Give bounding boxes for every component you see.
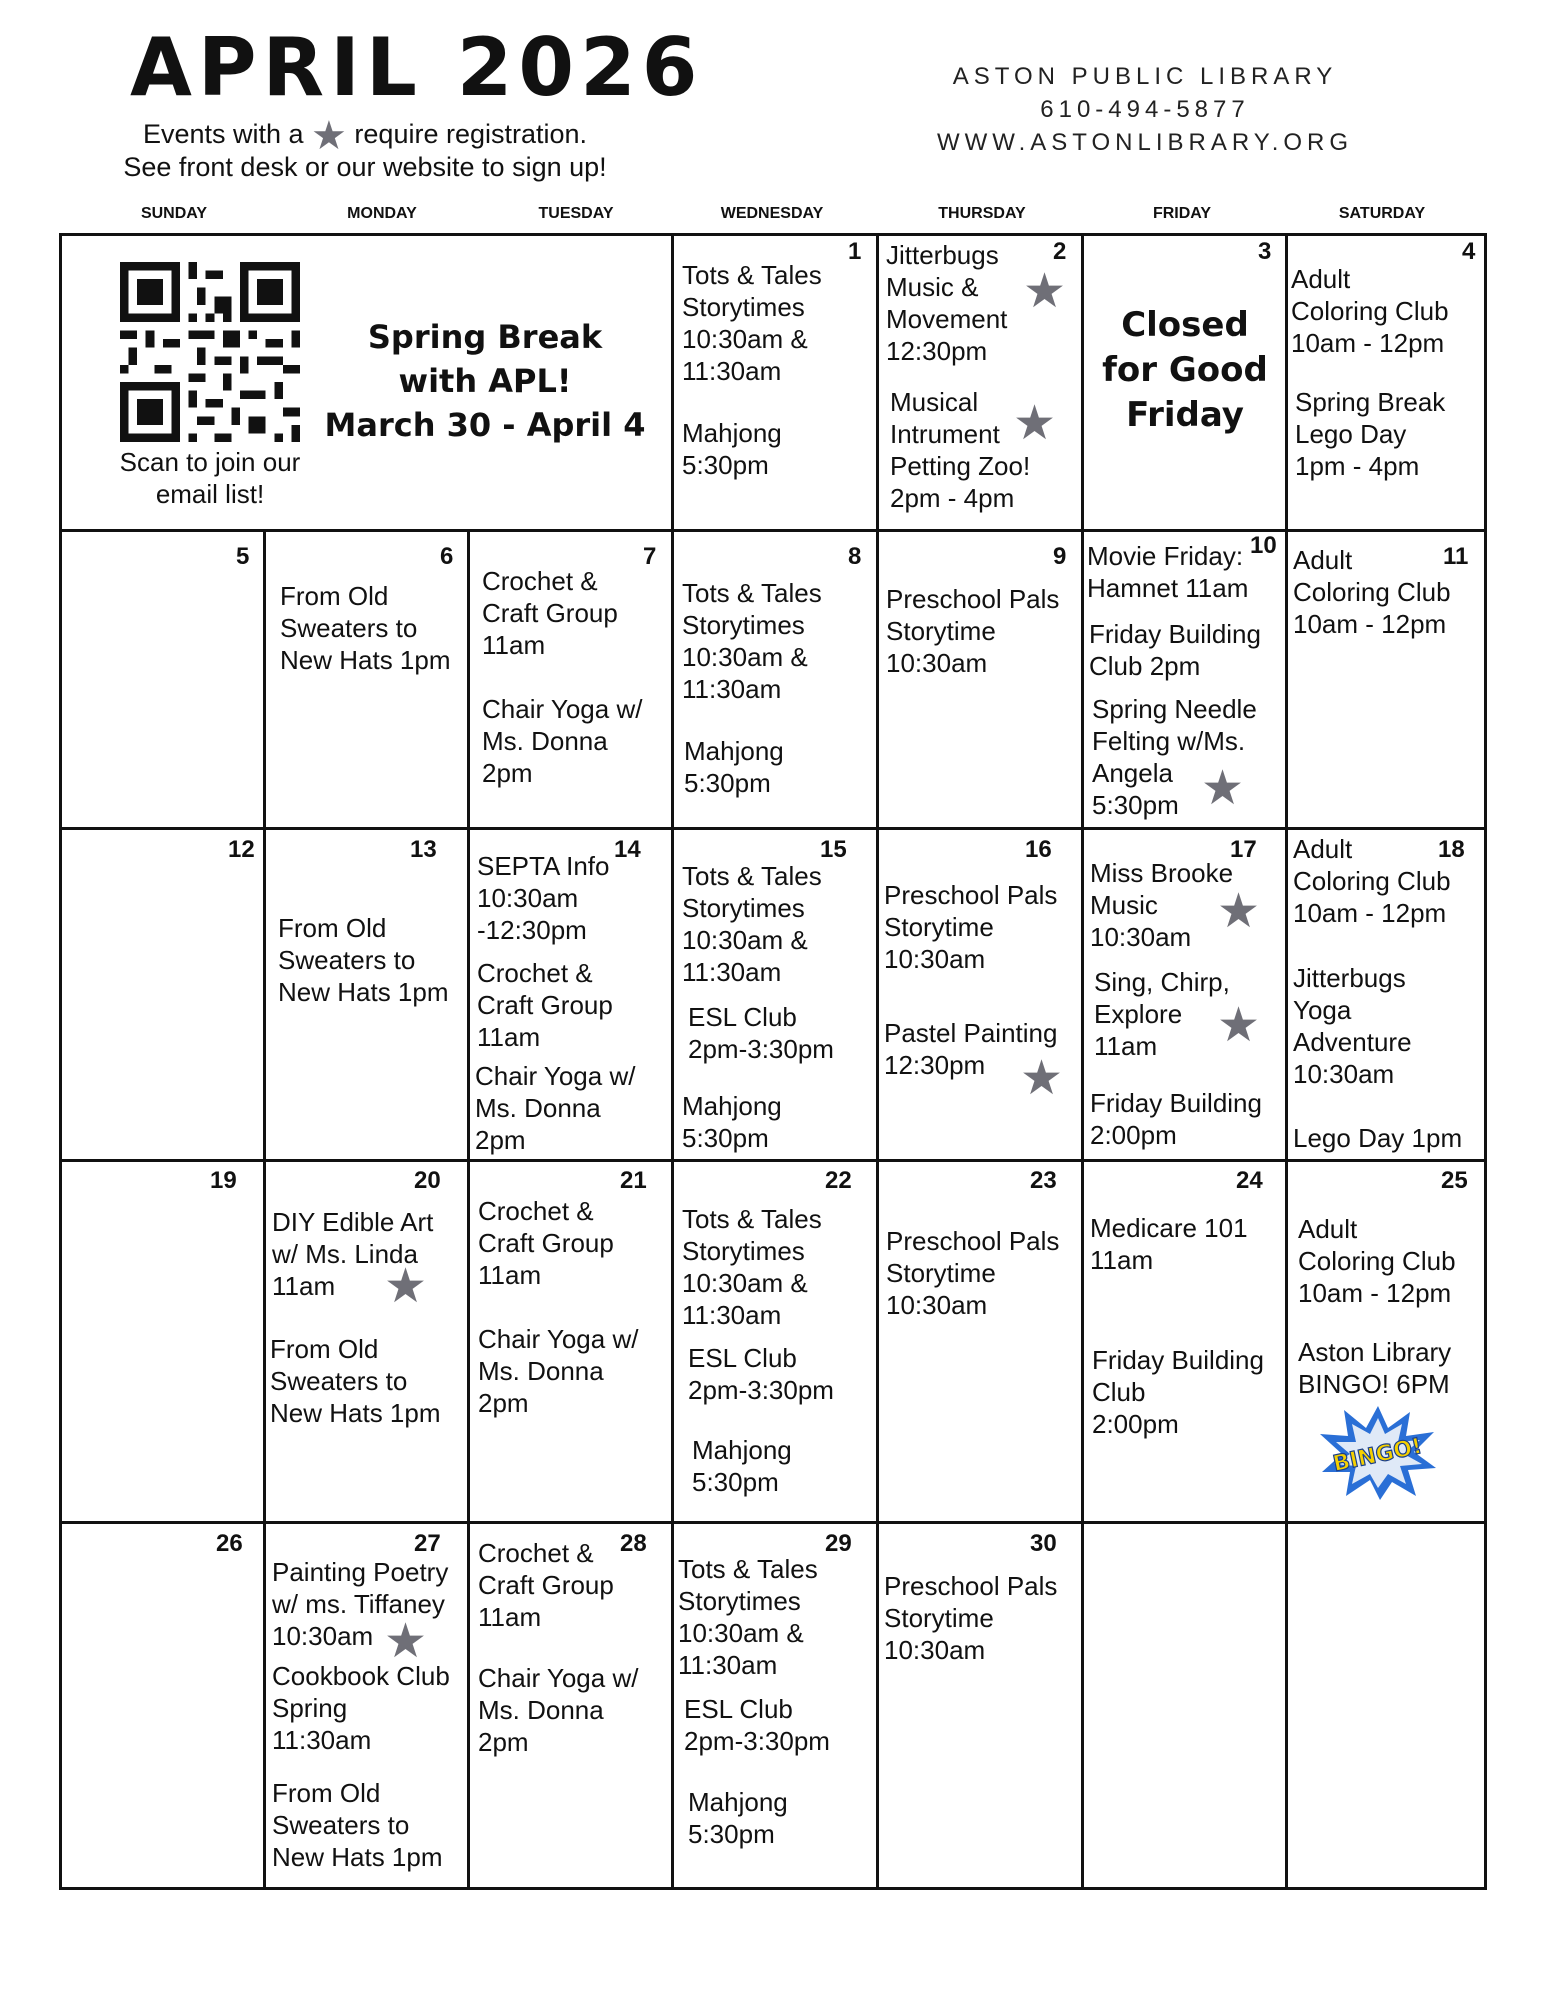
- event: Preschool Pals Storytime 10:30am: [886, 584, 1060, 678]
- star-icon: ★: [1201, 762, 1245, 815]
- event: Crochet & Craft Group 11am: [482, 566, 618, 660]
- dayhead-saturday: SATURDAY: [1338, 205, 1426, 222]
- note-text-b: require registration.: [354, 119, 588, 149]
- event: Mahjong 5:30pm: [682, 418, 782, 480]
- event: Chair Yoga w/ Ms. Donna 2pm: [478, 1324, 639, 1418]
- date-number: 2: [1053, 238, 1067, 265]
- star-icon: ★: [1217, 999, 1261, 1052]
- event: Preschool Pals Storytime 10:30am: [884, 1571, 1058, 1665]
- event: Adult Coloring Club 10am - 12pm: [1298, 1214, 1456, 1308]
- event: Miss Brooke Music 10:30am: [1090, 858, 1234, 952]
- event: Tots & Tales Storytimes 10:30am & 11:30am: [682, 578, 822, 704]
- event: Chair Yoga w/ Ms. Donna 2pm: [478, 1663, 639, 1757]
- date-number: 15: [820, 836, 847, 863]
- star-icon: ★: [384, 1260, 428, 1313]
- qr-code-icon[interactable]: [120, 262, 300, 442]
- date-number: 24: [1236, 1167, 1263, 1194]
- date-number: 6: [440, 543, 454, 570]
- dayhead-sunday: SUNDAY: [140, 205, 208, 222]
- row-divider: [59, 1521, 1487, 1524]
- event: Crochet & Craft Group 11am: [478, 1538, 614, 1632]
- event: ESL Club 2pm-3:30pm: [688, 1343, 834, 1405]
- date-number: 28: [620, 1530, 647, 1557]
- star-icon: ★: [1217, 885, 1261, 938]
- event: Jitterbugs Music & Movement 12:30pm: [886, 240, 1008, 366]
- spring-break-banner: Spring Break with APL! March 30 - April 4: [324, 318, 646, 444]
- event: Tots & Tales Storytimes 10:30am & 11:30am: [682, 1204, 822, 1330]
- event: Spring Break Lego Day 1pm - 4pm: [1295, 387, 1446, 481]
- event: Tots & Tales Storytimes 10:30am & 11:30am: [682, 260, 822, 386]
- event: From Old Sweaters to New Hats 1pm: [280, 581, 451, 675]
- registration-note: [105, 113, 625, 184]
- row-divider: [59, 1159, 1487, 1162]
- event: Tots & Tales Storytimes 10:30am & 11:30am: [682, 861, 822, 987]
- date-number: 8: [848, 543, 862, 570]
- event: Mahjong 5:30pm: [684, 736, 784, 798]
- bingo-burst-icon: [1318, 1402, 1438, 1502]
- date-number: 3: [1258, 238, 1272, 265]
- date-number: 10: [1250, 532, 1277, 559]
- star-icon: ★: [311, 113, 347, 158]
- col-divider: [671, 233, 674, 1890]
- note-text-c: See front desk or our website to sign up!: [123, 152, 607, 182]
- event: From Old Sweaters to New Hats 1pm: [272, 1778, 443, 1872]
- col-divider: [876, 233, 879, 1890]
- event: Lego Day 1pm: [1293, 1123, 1463, 1153]
- date-number: 1: [848, 238, 862, 265]
- event: From Old Sweaters to New Hats 1pm: [278, 913, 449, 1007]
- event: Musical Intrument Petting Zoo! 2pm - 4pm: [890, 387, 1031, 513]
- date-number: 16: [1025, 836, 1052, 863]
- col-divider: [467, 529, 470, 1890]
- bingo-badge-text: BINGO!: [1330, 1433, 1425, 1478]
- event: Friday Building 2:00pm: [1090, 1088, 1262, 1150]
- col-divider: [1285, 233, 1288, 1890]
- date-number: 30: [1030, 1530, 1057, 1557]
- date-number: 27: [414, 1530, 441, 1557]
- event: SEPTA Info 10:30am -12:30pm: [477, 851, 610, 945]
- star-icon: ★: [1013, 397, 1057, 450]
- event: Preschool Pals Storytime 10:30am: [886, 1226, 1060, 1320]
- date-number: 14: [614, 836, 641, 863]
- event: Adult Coloring Club 10am - 12pm: [1293, 834, 1451, 928]
- event: Adult Coloring Club 10am - 12pm: [1291, 264, 1449, 358]
- event: Friday Building Club 2:00pm: [1092, 1345, 1264, 1439]
- date-number: 18: [1438, 836, 1465, 863]
- library-website[interactable]: WWW.ASTONLIBRARY.ORG: [936, 129, 1354, 156]
- date-number: 21: [620, 1167, 647, 1194]
- date-number: 13: [410, 836, 437, 863]
- date-number: 26: [216, 1530, 243, 1557]
- closed-good-friday: Closed for Good Friday: [1102, 305, 1268, 435]
- date-number: 11: [1443, 543, 1469, 570]
- event: Sing, Chirp, Explore 11am: [1094, 967, 1230, 1061]
- dayhead-thursday: THURSDAY: [938, 205, 1026, 222]
- dayhead-friday: FRIDAY: [1152, 205, 1212, 222]
- date-number: 22: [825, 1167, 852, 1194]
- qr-caption: Scan to join our email list!: [119, 447, 301, 509]
- date-number: 7: [643, 543, 657, 570]
- dayhead-wednesday: WEDNESDAY: [720, 205, 824, 222]
- col-divider: [1081, 233, 1084, 1890]
- event: Mahjong 5:30pm: [682, 1091, 782, 1153]
- event: Mahjong 5:30pm: [688, 1787, 788, 1849]
- row-divider: [59, 827, 1487, 830]
- event: Painting Poetry w/ ms. Tiffaney 10:30am: [272, 1557, 449, 1651]
- col-divider: [263, 529, 266, 1890]
- event: Crochet & Craft Group 11am: [477, 958, 613, 1052]
- event: Chair Yoga w/ Ms. Donna 2pm: [482, 694, 643, 788]
- event: Chair Yoga w/ Ms. Donna 2pm: [475, 1061, 636, 1155]
- library-info: [895, 60, 1395, 159]
- page-title: APRIL 2026: [130, 21, 704, 114]
- date-number: 25: [1441, 1167, 1468, 1194]
- note-text-a: Events with a: [142, 119, 304, 149]
- dayhead-tuesday: TUESDAY: [538, 205, 614, 222]
- event: Preschool Pals Storytime 10:30am: [884, 880, 1058, 974]
- event: Crochet & Craft Group 11am: [478, 1196, 614, 1290]
- event: Jitterbugs Yoga Adventure 10:30am: [1293, 963, 1412, 1089]
- event: Spring Needle Felting w/Ms. Angela 5:30pm: [1092, 694, 1257, 820]
- dayhead-monday: MONDAY: [347, 205, 417, 222]
- date-number: 12: [228, 836, 255, 863]
- event: DIY Edible Art w/ Ms. Linda 11am: [272, 1207, 434, 1301]
- event: Movie Friday: Hamnet 11am: [1087, 541, 1249, 603]
- event: Friday Building Club 2pm: [1089, 619, 1261, 681]
- date-number: 29: [825, 1530, 852, 1557]
- event: Tots & Tales Storytimes 10:30am & 11:30am: [678, 1554, 818, 1680]
- star-icon: ★: [384, 1615, 428, 1668]
- event: ESL Club 2pm-3:30pm: [684, 1694, 830, 1756]
- library-name: ASTON PUBLIC LIBRARY: [952, 63, 1338, 90]
- event: Aston Library BINGO! 6PM: [1298, 1337, 1452, 1399]
- date-number: 17: [1230, 836, 1257, 863]
- event: Adult Coloring Club 10am - 12pm: [1293, 545, 1451, 639]
- date-number: 9: [1053, 543, 1067, 570]
- event: Cookbook Club Spring 11:30am: [272, 1661, 450, 1755]
- date-number: 5: [236, 543, 250, 570]
- event: Medicare 101 11am: [1090, 1213, 1248, 1275]
- event: Pastel Painting 12:30pm: [884, 1018, 1058, 1080]
- star-icon: ★: [1023, 265, 1067, 318]
- event: ESL Club 2pm-3:30pm: [688, 1002, 834, 1064]
- date-number: 19: [210, 1167, 237, 1194]
- star-icon: ★: [1020, 1052, 1064, 1105]
- date-number: 4: [1462, 238, 1476, 265]
- event: From Old Sweaters to New Hats 1pm: [270, 1334, 441, 1428]
- event: Mahjong 5:30pm: [692, 1435, 792, 1497]
- date-number: 20: [414, 1167, 441, 1194]
- date-number: 23: [1030, 1167, 1057, 1194]
- library-phone: 610-494-5877: [1040, 96, 1250, 123]
